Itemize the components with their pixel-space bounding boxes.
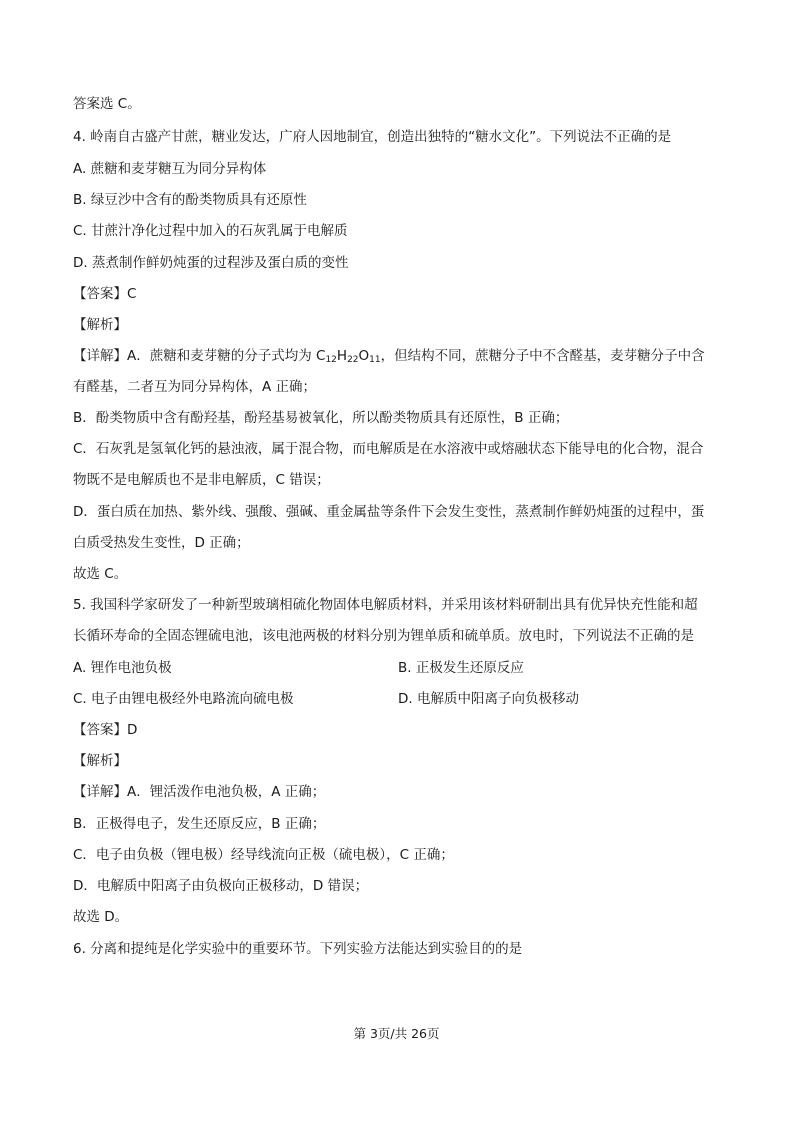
q5-option-a: A. 锂作电池负极 [73, 660, 172, 676]
q4-detail-a-line2: 有醛基，二者互为同分异构体，A 正确； [73, 379, 317, 395]
q4-detail-a-line1 [73, 347, 705, 369]
q5-option-c: C. 电子由锂电极经外电路流向硫电极 [73, 691, 294, 707]
q4-answer: 【答案】C [73, 286, 137, 302]
q5-option-b: B. 正极发生还原反应 [398, 660, 524, 676]
q4-option-b: B. 绿豆沙中含有的酚类物质具有还原性 [73, 192, 307, 208]
question-5-stem-line2: 长循环寿命的全固态锂硫电池，该电池两极的材料分别为锂单质和硫单质。放电时，下列说法不正确的是 [73, 628, 694, 644]
q4-detail-c-line1: C．石灰乳是氢氧化钙的悬浊液，属于混合物，而电解质是在水溶液中或熔融状态下能导电的化合物，混合 [73, 441, 704, 457]
formula-h: H [336, 348, 348, 364]
q4-option-c: C. 甘蔗汁净化过程中加入的石灰乳属于电解质 [73, 223, 348, 239]
q4-analysis-label: 【解析】 [73, 317, 127, 333]
q4-detail-d-line2: 白质受热发生变性，D 正确； [73, 535, 250, 551]
q4-detail-b: B．酚类物质中含有酚羟基，酚羟基易被氧化，所以酚类物质具有还原性，B 正确； [73, 410, 569, 426]
q4-detail-d-line1: D．蛋白质在加热、紫外线、强酸、强碱、重金属盐等条件下会发生变性，蒸煮制作鲜奶炖蛋的过程中，蛋 [73, 504, 705, 520]
q5-analysis-label: 【解析】 [73, 753, 127, 769]
q4-detail-a-text: 【详解】A．蔗糖和麦芽糖的分子式均为 C [73, 348, 326, 364]
q5-detail-a: 【详解】A．锂活泼作电池负极，A 正确； [73, 784, 326, 800]
q5-option-d: D. 电解质中阳离子向负极移动 [398, 691, 579, 707]
q4-conclusion: 故选 C。 [73, 566, 128, 582]
q4-detail-c-line2: 物既不是电解质也不是非电解质，C 错误； [73, 472, 330, 488]
page-footer: 第 3页/共 26页 [353, 1026, 440, 1041]
q4-detail-a-text-end: ，但结构不同，蔗糖分子中不含醛基，麦芽糖分子中含 [380, 348, 705, 364]
formula-sub-c: 12 [325, 355, 337, 365]
formula-sub-h: 22 [347, 355, 359, 365]
question-6-stem: 6. 分离和提纯是化学实验中的重要环节。下列实验方法能达到实验目的的是 [73, 941, 523, 957]
q5-detail-b: B．正极得电子，发生还原反应，B 正确； [73, 816, 326, 832]
q5-detail-c: C．电子由负极（锂电极）经导线流向正极（硫电极），C 正确； [73, 847, 454, 863]
answer-conclusion-q3: 答案选 C。 [73, 96, 141, 112]
q4-option-a: A. 蔗糖和麦芽糖互为同分异构体 [73, 161, 267, 177]
formula-o: O [358, 348, 370, 364]
formula-sub-o: 11 [369, 355, 381, 365]
q4-option-d: D. 蒸煮制作鲜奶炖蛋的过程涉及蛋白质的变性 [73, 255, 349, 271]
question-4-stem: 4. 岭南自古盛产甘蔗，糖业发达，广府人因地制宜，创造出独特的“糖水文化”。下列说法不正确的是 [73, 129, 672, 145]
q5-conclusion: 故选 D。 [73, 909, 129, 925]
q5-answer: 【答案】D [73, 722, 138, 738]
question-5-stem-line1: 5. 我国科学家研发了一种新型玻璃相硫化物固体电解质材料，并采用该材料研制出具有优异快充性能和超 [73, 597, 698, 613]
q5-detail-d: D．电解质中阳离子由负极向正极移动，D 错误； [73, 878, 369, 894]
